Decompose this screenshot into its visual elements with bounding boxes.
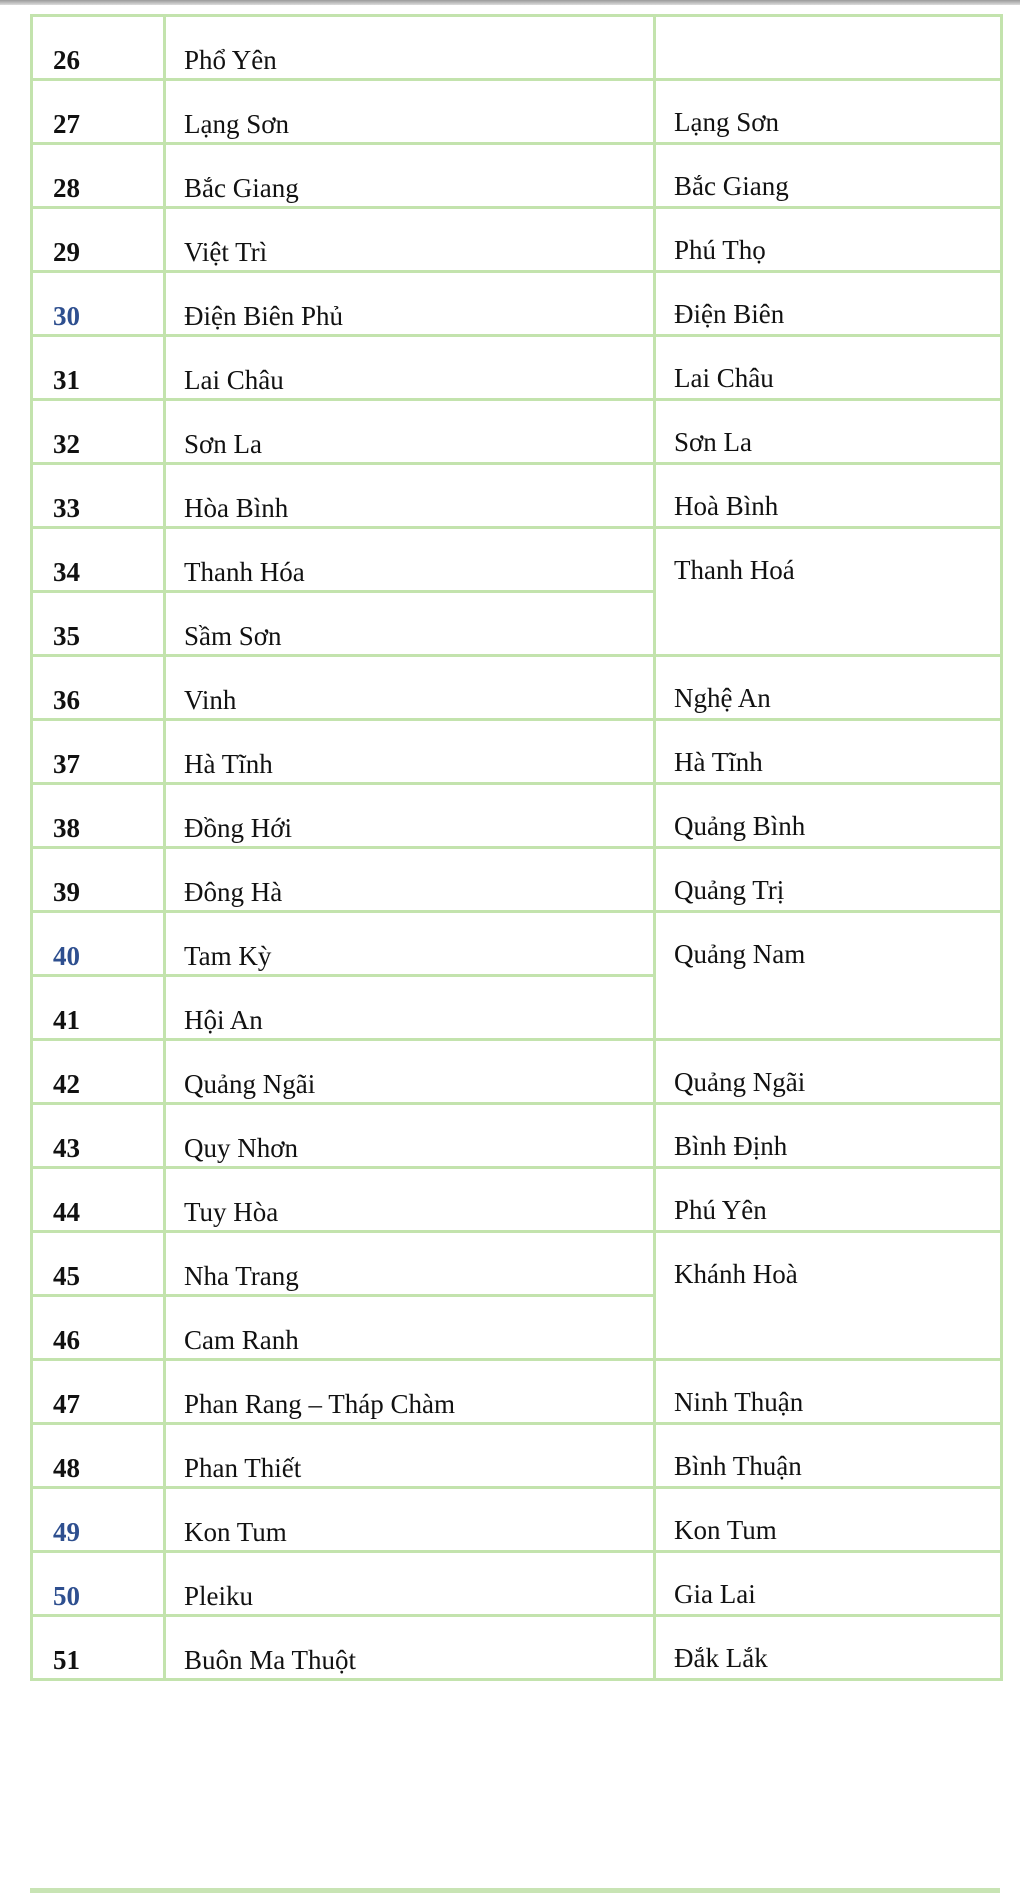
table-row <box>32 1104 1002 1168</box>
row-number: 42 <box>32 1040 165 1104</box>
province-name: Phú Thọ <box>655 208 1002 272</box>
row-number: 34 <box>32 528 165 592</box>
row-number: 38 <box>32 784 165 848</box>
table-row <box>32 272 1002 336</box>
city-name: Quy Nhơn <box>165 1104 655 1168</box>
province-name: Điện Biên <box>655 272 1002 336</box>
row-number-link[interactable]: 49 <box>32 1488 165 1552</box>
city-name: Lạng Sơn <box>165 80 655 144</box>
province-name: Bình Định <box>655 1104 1002 1168</box>
table-row <box>32 912 1002 976</box>
table-row <box>32 1168 1002 1232</box>
province-name: Hoà Bình <box>655 464 1002 528</box>
province-name: Khánh Hoà <box>655 1232 1002 1360</box>
table-row <box>32 720 1002 784</box>
city-name: Sơn La <box>165 400 655 464</box>
table-row <box>32 16 1002 80</box>
row-number: 36 <box>32 656 165 720</box>
table-row <box>32 208 1002 272</box>
city-name: Đông Hà <box>165 848 655 912</box>
province-name: Thanh Hoá <box>655 528 1002 656</box>
table-body <box>32 16 1002 1680</box>
table-row <box>32 528 1002 592</box>
city-province-table <box>30 14 1003 1681</box>
city-name: Tuy Hòa <box>165 1168 655 1232</box>
city-name: Vinh <box>165 656 655 720</box>
row-number: 41 <box>32 976 165 1040</box>
city-name: Buôn Ma Thuột <box>165 1616 655 1680</box>
top-divider <box>0 0 1020 5</box>
table-row <box>32 656 1002 720</box>
city-name: Kon Tum <box>165 1488 655 1552</box>
city-name: Phan Rang – Tháp Chàm <box>165 1360 655 1424</box>
city-name: Điện Biên Phủ <box>165 272 655 336</box>
city-name: Quảng Ngãi <box>165 1040 655 1104</box>
city-name: Thanh Hóa <box>165 528 655 592</box>
row-number: 28 <box>32 144 165 208</box>
city-name: Phổ Yên <box>165 16 655 80</box>
row-number: 47 <box>32 1360 165 1424</box>
row-number: 27 <box>32 80 165 144</box>
table-row <box>32 848 1002 912</box>
table-row <box>32 80 1002 144</box>
province-name <box>655 16 1002 80</box>
table-row <box>32 336 1002 400</box>
table-row <box>32 1616 1002 1680</box>
city-name: Hội An <box>165 976 655 1040</box>
row-number-link[interactable]: 40 <box>32 912 165 976</box>
province-name: Quảng Ngãi <box>655 1040 1002 1104</box>
row-number: 29 <box>32 208 165 272</box>
table-row <box>32 1424 1002 1488</box>
city-name: Sầm Sơn <box>165 592 655 656</box>
row-number-link[interactable]: 30 <box>32 272 165 336</box>
city-name: Nha Trang <box>165 1232 655 1296</box>
city-name: Hòa Bình <box>165 464 655 528</box>
province-name: Bình Thuận <box>655 1424 1002 1488</box>
province-name: Lạng Sơn <box>655 80 1002 144</box>
city-name: Bắc Giang <box>165 144 655 208</box>
city-name: Việt Trì <box>165 208 655 272</box>
province-name: Đắk Lắk <box>655 1616 1002 1680</box>
row-number: 35 <box>32 592 165 656</box>
province-name: Quảng Trị <box>655 848 1002 912</box>
table-row <box>32 1488 1002 1552</box>
row-number: 46 <box>32 1296 165 1360</box>
city-name: Đồng Hới <box>165 784 655 848</box>
province-name: Hà Tĩnh <box>655 720 1002 784</box>
province-name: Phú Yên <box>655 1168 1002 1232</box>
table-row <box>32 1232 1002 1296</box>
province-name: Lai Châu <box>655 336 1002 400</box>
table-row <box>32 1360 1002 1424</box>
row-number: 37 <box>32 720 165 784</box>
city-name: Tam Kỳ <box>165 912 655 976</box>
row-number: 33 <box>32 464 165 528</box>
table-row <box>32 1552 1002 1616</box>
province-name: Quảng Bình <box>655 784 1002 848</box>
table-row <box>32 1040 1002 1104</box>
row-number: 43 <box>32 1104 165 1168</box>
row-number: 45 <box>32 1232 165 1296</box>
row-number: 32 <box>32 400 165 464</box>
row-number: 51 <box>32 1616 165 1680</box>
row-number: 39 <box>32 848 165 912</box>
table-row <box>32 464 1002 528</box>
province-name: Kon Tum <box>655 1488 1002 1552</box>
city-name: Lai Châu <box>165 336 655 400</box>
bottom-divider <box>30 1888 1000 1893</box>
row-number: 26 <box>32 16 165 80</box>
row-number: 48 <box>32 1424 165 1488</box>
province-name: Nghệ An <box>655 656 1002 720</box>
city-name: Pleiku <box>165 1552 655 1616</box>
province-name: Bắc Giang <box>655 144 1002 208</box>
row-number: 44 <box>32 1168 165 1232</box>
province-name: Ninh Thuận <box>655 1360 1002 1424</box>
city-name: Hà Tĩnh <box>165 720 655 784</box>
table-row <box>32 784 1002 848</box>
province-name: Quảng Nam <box>655 912 1002 1040</box>
row-number: 31 <box>32 336 165 400</box>
table-row <box>32 144 1002 208</box>
table-row <box>32 400 1002 464</box>
province-name: Sơn La <box>655 400 1002 464</box>
row-number-link[interactable]: 50 <box>32 1552 165 1616</box>
city-name: Cam Ranh <box>165 1296 655 1360</box>
city-name: Phan Thiết <box>165 1424 655 1488</box>
province-name: Gia Lai <box>655 1552 1002 1616</box>
